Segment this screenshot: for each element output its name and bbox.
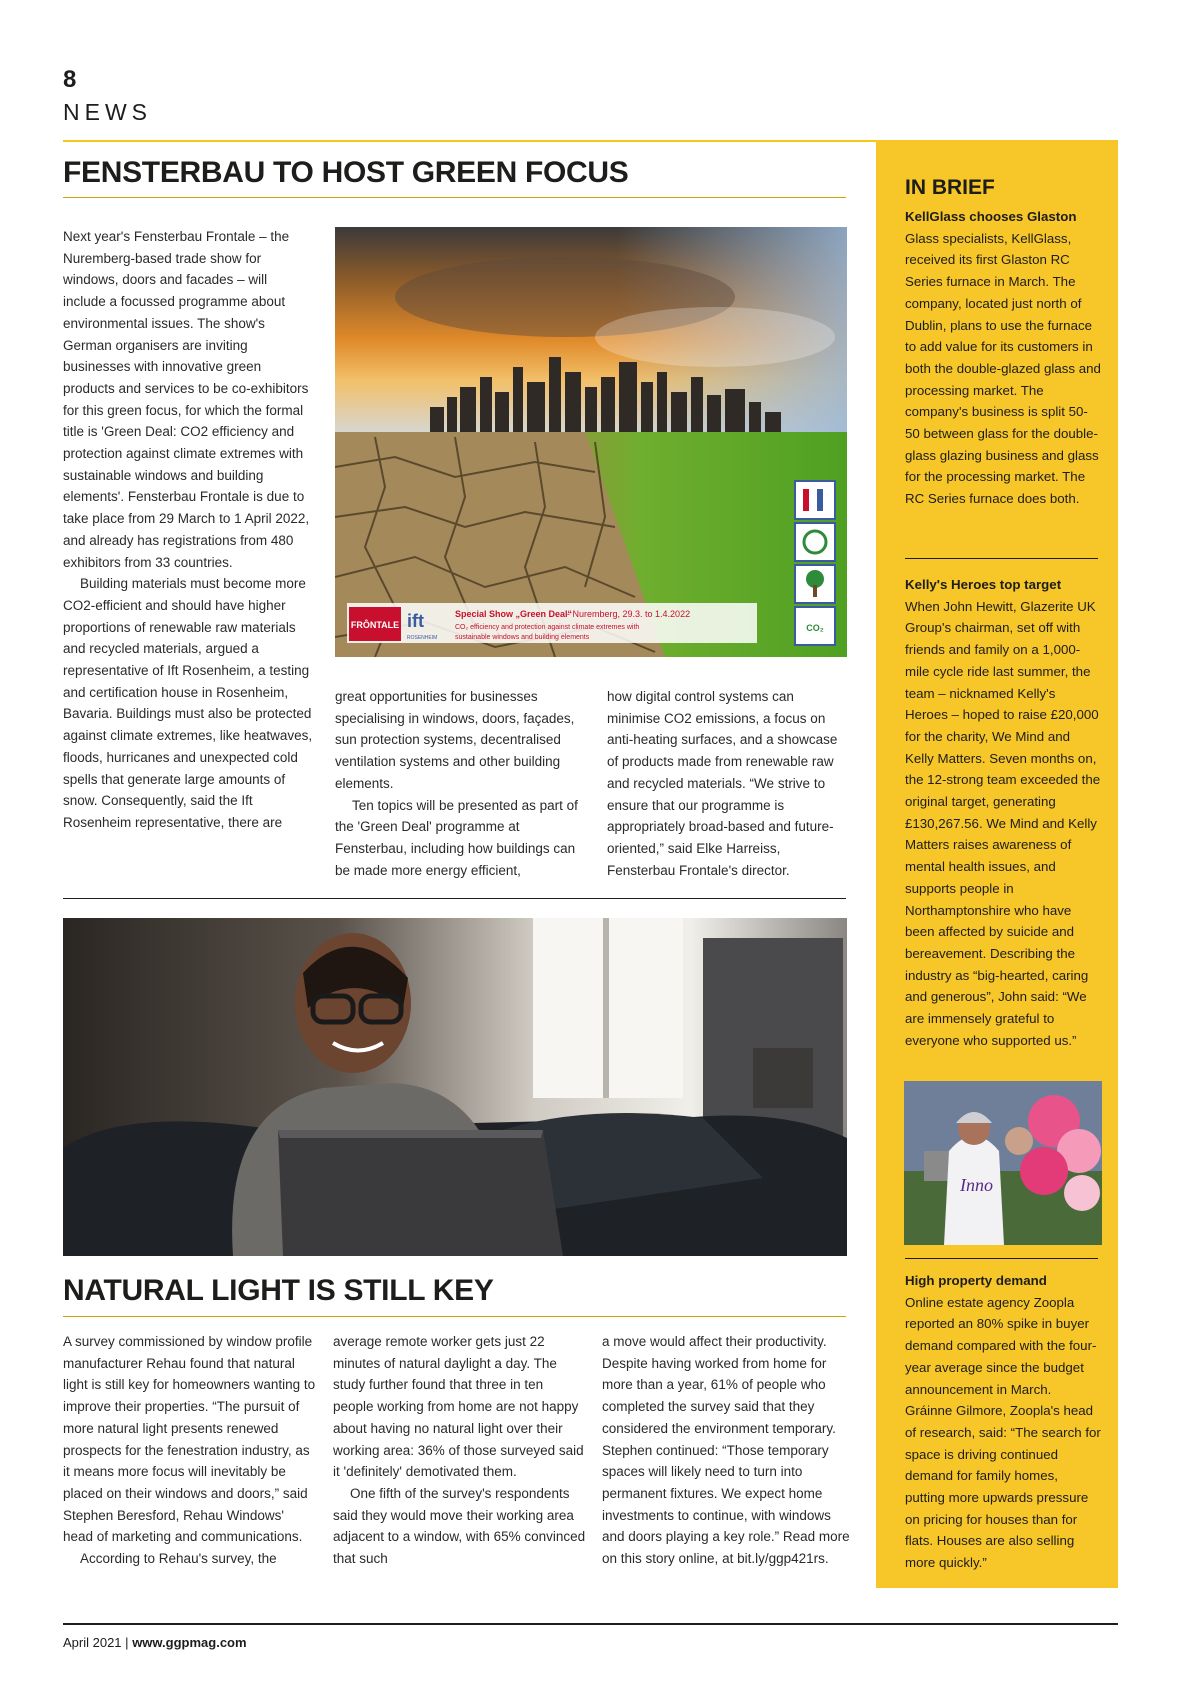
article2-column2 <box>333 1331 586 1570</box>
article1-col1-para1: Next year's Fensterbau Frontale – the Nuremberg-based trade show for windows, doors and facades – will include a focussed programme about environmental issues. The show's German organisers are inviting businesses with innovative green products and services to be co-exhibitors for this green focus, for which the formal title is 'Green Deal: CO2 efficiency and protection against climate extremes with sustainable windows and building elements'. Fensterbau Frontale is due to take place from 29 March to 1 April 2022, and already has registrations from 480 exhibitors from 33 countries. <box>63 229 310 570</box>
header-rule <box>63 140 880 142</box>
brief-item-property-demand <box>905 1270 1101 1574</box>
footer-url[interactable]: www.ggpmag.com <box>132 1635 247 1650</box>
cyclist-photo <box>904 1081 1102 1245</box>
footer-separator: | <box>125 1635 129 1650</box>
climate-change-image <box>335 227 847 657</box>
article2-headline: NATURAL LIGHT IS STILL KEY <box>63 1274 494 1307</box>
banner-logo-frontale: FRÔNTALE <box>350 620 400 630</box>
brief-item-kellys-heroes-body: When John Hewitt, Glazerite UK Group's chairman, set off with friends and family on a 1,000-mile cycle ride last summer, the team – nicknamed Kelly's Heroes – hoped to raise £20,000 for the charity, We Mind and Kelly Matters. Seven months on, the 12-strong team exceeded the original target, generating £130,267.56. We Mind and Kelly Matters raises awareness of mental health issues, and supports people in Northamptonshire who have been affected by suicide and bereavement. Describing the industry as “big-hearted, caring and generous”, John said: “We are immensely grateful to everyone who supported us.” <box>905 598 1101 1048</box>
brief-item-kellglass-title: KellGlass chooses Glaston <box>905 209 1077 224</box>
article2-col2-para2: One fifth of the survey's respondents said they would move their working area adjacent to a window, with 65% convinced that such <box>333 1485 586 1567</box>
footer-rule <box>63 1623 1118 1625</box>
article2-col1-para2: According to Rehau's survey, the <box>80 1551 277 1567</box>
article2-headline-rule <box>63 1316 846 1317</box>
article1-column2 <box>335 686 585 881</box>
page-number: 8 <box>63 66 77 93</box>
cyclist-jersey-text: Inno <box>960 1175 993 1195</box>
banner-line1: CO₂ efficiency and protection against climate extremes with <box>455 624 640 631</box>
footer-date: April 2021 <box>63 1635 122 1650</box>
article2-col3-para1: a move would affect their productivity. Despite having worked from home for more than a year, 61% of people who completed the survey said that they considered the environment temporary. Stephen continued: “Those temporary spaces will likely need to turn into permanent fixtures. We expect home investments to continue, with windows and doors playing a key role.” Read more on this story online, at bit.ly/ggp421rs. <box>602 1334 850 1567</box>
thermometer-icon <box>795 481 835 519</box>
article1-col3-para1: how digital control systems can minimise CO2 emissions, a focus on anti-heating surfaces, and a showcase of products made from renewable raw and recycled materials. “We strive to ensure that our programme is appropriately broad-based and future-oriented,” said Elke Harreiss, Fensterbau Frontale's director. <box>607 689 838 878</box>
article1-column3 <box>607 686 847 881</box>
section-title: NEWS <box>63 99 152 125</box>
brief-item-kellys-heroes <box>905 574 1101 1051</box>
article2-col1-para1: A survey commissioned by window profile manufacturer Rehau found that natural light is still key for homeowners wanting to improve their properties. “The pursuit of more natural light presents renewed prospects for the fenestration industry, as it means more focus will inevitably be placed on their windows and doors,” said Stephen Beresford, Rehau Windows' head of marketing and communications. <box>63 1334 316 1545</box>
recycle-icon <box>795 523 835 561</box>
banner-logo-ift-sub: ROSENHEIM <box>407 635 438 641</box>
article2-column3 <box>602 1331 852 1570</box>
brief-item-kellys-heroes-title: Kelly's Heroes top target <box>905 577 1062 592</box>
remote-worker-photo <box>63 918 847 1256</box>
footer <box>63 1635 247 1650</box>
article2-column1 <box>63 1331 316 1570</box>
article1-headline-rule <box>63 197 846 198</box>
article1-col1-para2: Building materials must become more CO2-efficient and should have higher proportions of renewable raw materials and recycled materials, argued a representative of Ift Rosenheim, a testing and certification house in Rosenheim, Bavaria. Buildings must also be protected against climate extremes, like heatwaves, floods, hurricanes and unexpected cold spells that generate large amounts of snow. Consequently, said the Ift Rosenheim representative, there are <box>63 576 313 830</box>
brief-item-kellglass <box>905 206 1101 510</box>
co2-icon-label: CO₂ <box>806 623 824 633</box>
banner-dates: - Nuremberg, 29.3. to 1.4.2022 <box>567 609 691 619</box>
sidebar-rule-2 <box>905 1258 1098 1259</box>
brief-item-property-demand-body: Online estate agency Zoopla reported an 80% spike in buyer demand compared with the four-year average since the budget announcement in March. Gráinne Gilmore, Zoopla's head of research, said: “The search for space is driving continued demand for family homes, putting more upwards pressure on pricing for houses than for flats. Houses are also selling more quickly.” <box>905 1294 1101 1571</box>
article2-col2-para1: average remote worker gets just 22 minutes of natural daylight a day. The study further found that three in ten people working from home are not happy about having no natural light over their working area: 36% of those surveyed said it 'definitely' demotivated them. <box>333 1334 584 1480</box>
article-divider <box>63 898 846 899</box>
banner-line2: sustainable windows and building elements <box>455 634 590 641</box>
article1-col2-para1: great opportunities for businesses specialising in windows, doors, façades, sun protection systems, decentralised ventilation systems and other building elements. <box>335 689 575 791</box>
sidebar-rule-1 <box>905 558 1098 559</box>
brief-item-property-demand-title: High property demand <box>905 1273 1047 1288</box>
in-brief-title: IN BRIEF <box>905 176 995 199</box>
article1-headline: FENSTERBAU TO HOST GREEN FOCUS <box>63 156 629 189</box>
banner-logo-ift: ift <box>407 611 424 631</box>
in-brief-sidebar <box>876 140 1118 1588</box>
brief-item-kellglass-body: Glass specialists, KellGlass, received its first Glaston RC Series furnace in March. The company, located just north of Dublin, plans to use the furnace to add value for its customers in both the double-glazed glass and processing market. The company's business is split 50-50 between glass for the double-glass glazing business and glass for the processing market. The RC Series furnace does both. <box>905 230 1101 507</box>
banner-title: Special Show „Green Deal“ <box>455 609 573 619</box>
article1-col2-para2: Ten topics will be presented as part of the 'Green Deal' programme at Fensterbau, including how buildings can be made more energy efficient, <box>335 797 578 878</box>
article1-column1 <box>63 226 313 834</box>
